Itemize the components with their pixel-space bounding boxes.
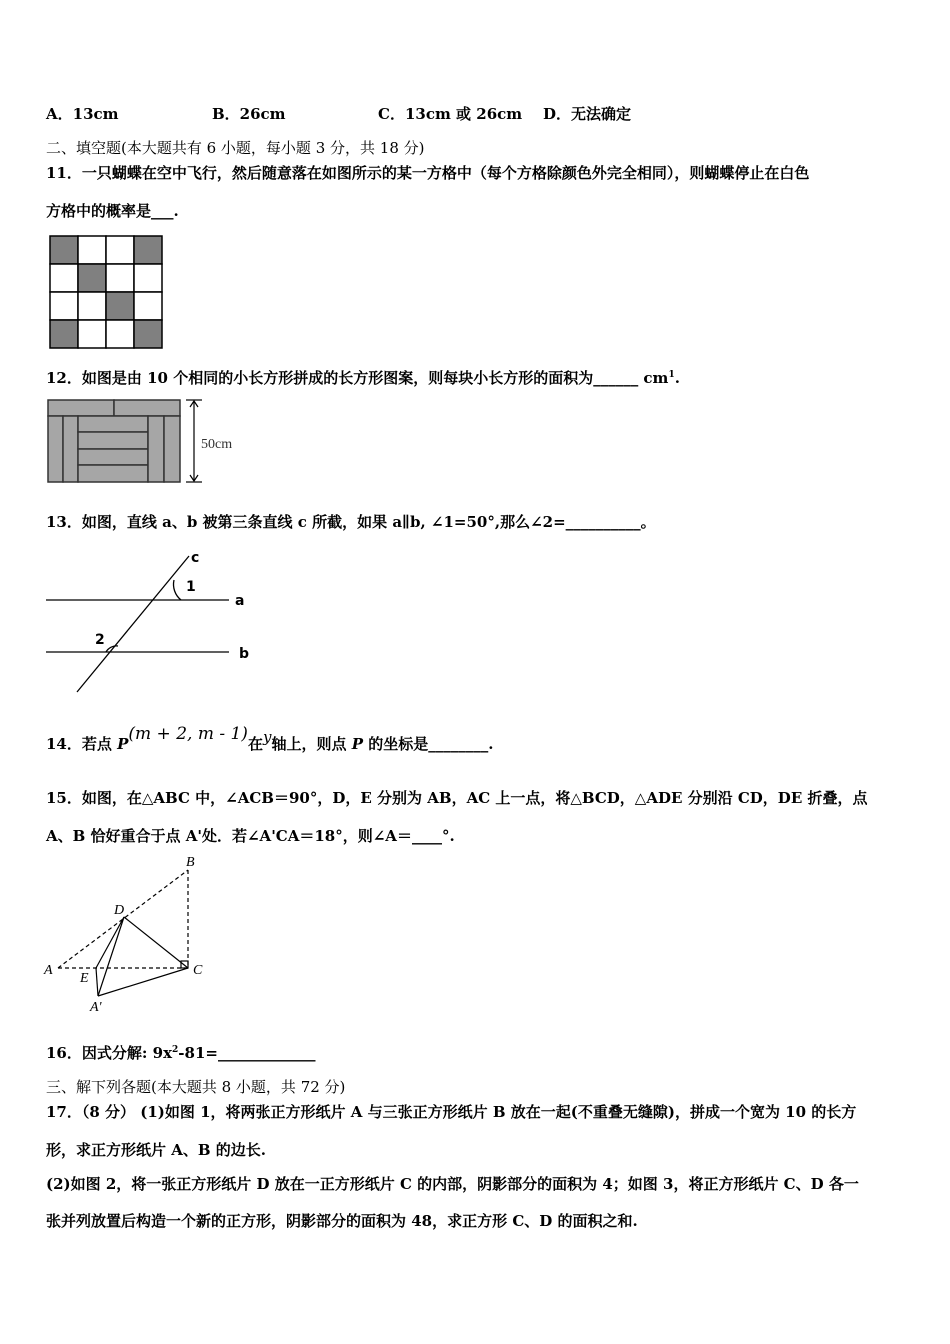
label-angle1: 1 [186,579,196,595]
horizontal-rect [78,465,148,482]
dimension-label: 50cm [201,437,233,452]
q17-line3: (2)如图 2，将一张正方形纸片 D 放在一正方形纸片 C 的内部，阴影部分的面积为 4；如图 3，将正方形纸片 C、D 各一 [46,1175,859,1193]
q14-mid2: 轴上，则点 [271,735,352,753]
section2-title: 二、填空题(本大题共有 6 小题，每小题 3 分，共 18 分) [46,139,425,157]
label-B: B [186,855,195,870]
grid-cell [50,264,78,292]
segment-EAp [96,968,98,996]
horizontal-rect [78,416,148,432]
grid-cell [106,292,134,320]
label-a: a [235,593,245,609]
grid-cell [106,264,134,292]
option-d: D．无法确定 [543,105,632,123]
label-A: A [44,963,53,978]
grid-cell [50,320,78,348]
q11-line2: 方格中的概率是___. [46,202,179,220]
q14-prefix: 14．若点 [46,735,118,753]
line-c [77,556,189,692]
q16-text [46,1042,315,1063]
q11-line1: 11．一只蝴蝶在空中飞行，然后随意落在如图所示的某一方格中（每个方格除颜色外完全相同），则蝴蝶停止在白色 [46,164,810,182]
dimension-arrow [186,400,202,482]
q14-axis: y [262,728,272,746]
grid-cell [134,320,162,348]
grid-cell [78,292,106,320]
q12-rectangle-figure [46,398,246,486]
q12-unit-sup: 1 [668,370,675,380]
q12-text [46,367,680,388]
top-rect-left [48,400,114,416]
horizontal-rect [78,449,148,465]
q15-line1: 15．如图，在△ABC 中，∠ACB＝90°，D，E 分别为 AB，AC 上一点，将△BCD，△ADE 分别沿 CD，DE 折叠，点 [46,789,868,807]
grid-cell [106,320,134,348]
q17-line1: 17．（8 分） (1)如图 1，将两张正方形纸片 A 与三张正方形纸片 B 放在一起(不重叠无缝隙)，拼成一个宽为 10 的长方 [46,1103,857,1121]
grid-cell [106,236,134,264]
label-Aprime: A' [90,1000,102,1015]
q14-point: P [117,735,129,753]
vertical-rect [148,416,164,482]
q14-coords: (m + 2, m - 1) [128,724,248,744]
option-a: A．13cm [46,105,119,123]
q13-parallel-lines-figure [44,546,264,696]
option-c: C．13cm 或 26cm [378,105,523,123]
q14-mid1: 在 [247,735,263,753]
q16-prefix: 16．因式分解: 9x [46,1044,173,1062]
grid-cell [50,236,78,264]
q15-triangle-figure [40,850,220,1020]
segment-ApC [98,968,188,996]
q17-line4: 张并列放置后构造一个新的正方形，阴影部分的面积为 48，求正方形 C、D 的面积之和. [46,1212,638,1230]
grid-cell [134,292,162,320]
grid-cell [78,236,106,264]
label-D: D [114,903,125,918]
label-C: C [193,963,203,978]
vertical-rect [48,416,63,482]
vertical-rect [164,416,180,482]
q11-grid-figure [48,234,164,350]
label-c: c [191,550,200,566]
grid-cell [50,292,78,320]
q17-line2: 形，求正方形纸片 A、B 的边长. [46,1141,266,1159]
section3-title: 三、解下列各题(本大题共 8 小题，共 72 分) [46,1078,346,1096]
horizontal-rect [78,432,148,449]
q16-sup: 2 [172,1045,179,1055]
q12-main: 12．如图是由 10 个相同的小长方形拼成的长方形图案，则每块小长方形的面积为______ cm [46,369,669,387]
grid-cell [78,320,106,348]
grid-cell [78,264,106,292]
q15-line2: A、B 恰好重合于点 A'处．若∠A'CA＝18°，则∠A＝____°. [46,827,455,845]
grid-cell [134,236,162,264]
q14-text [46,724,494,754]
label-b: b [239,646,250,662]
q12-end: . [674,369,680,387]
q14-suffix: 的坐标是________. [362,735,494,753]
segment-DC [124,917,188,968]
label-E: E [80,971,89,986]
q13-text: 13．如图，直线 a、b 被第三条直线 c 所截，如果 a∥b, ∠1=50°,那么∠2=__________。 [46,513,656,531]
vertical-rect [63,416,78,482]
angle1-arc [174,580,181,600]
option-b: B．26cm [212,105,286,123]
q14-point2: P [351,735,363,753]
grid-cell [134,264,162,292]
label-angle2: 2 [95,632,105,648]
q16-suffix: -81=_____________ [178,1044,316,1062]
top-rect-right [114,400,180,416]
